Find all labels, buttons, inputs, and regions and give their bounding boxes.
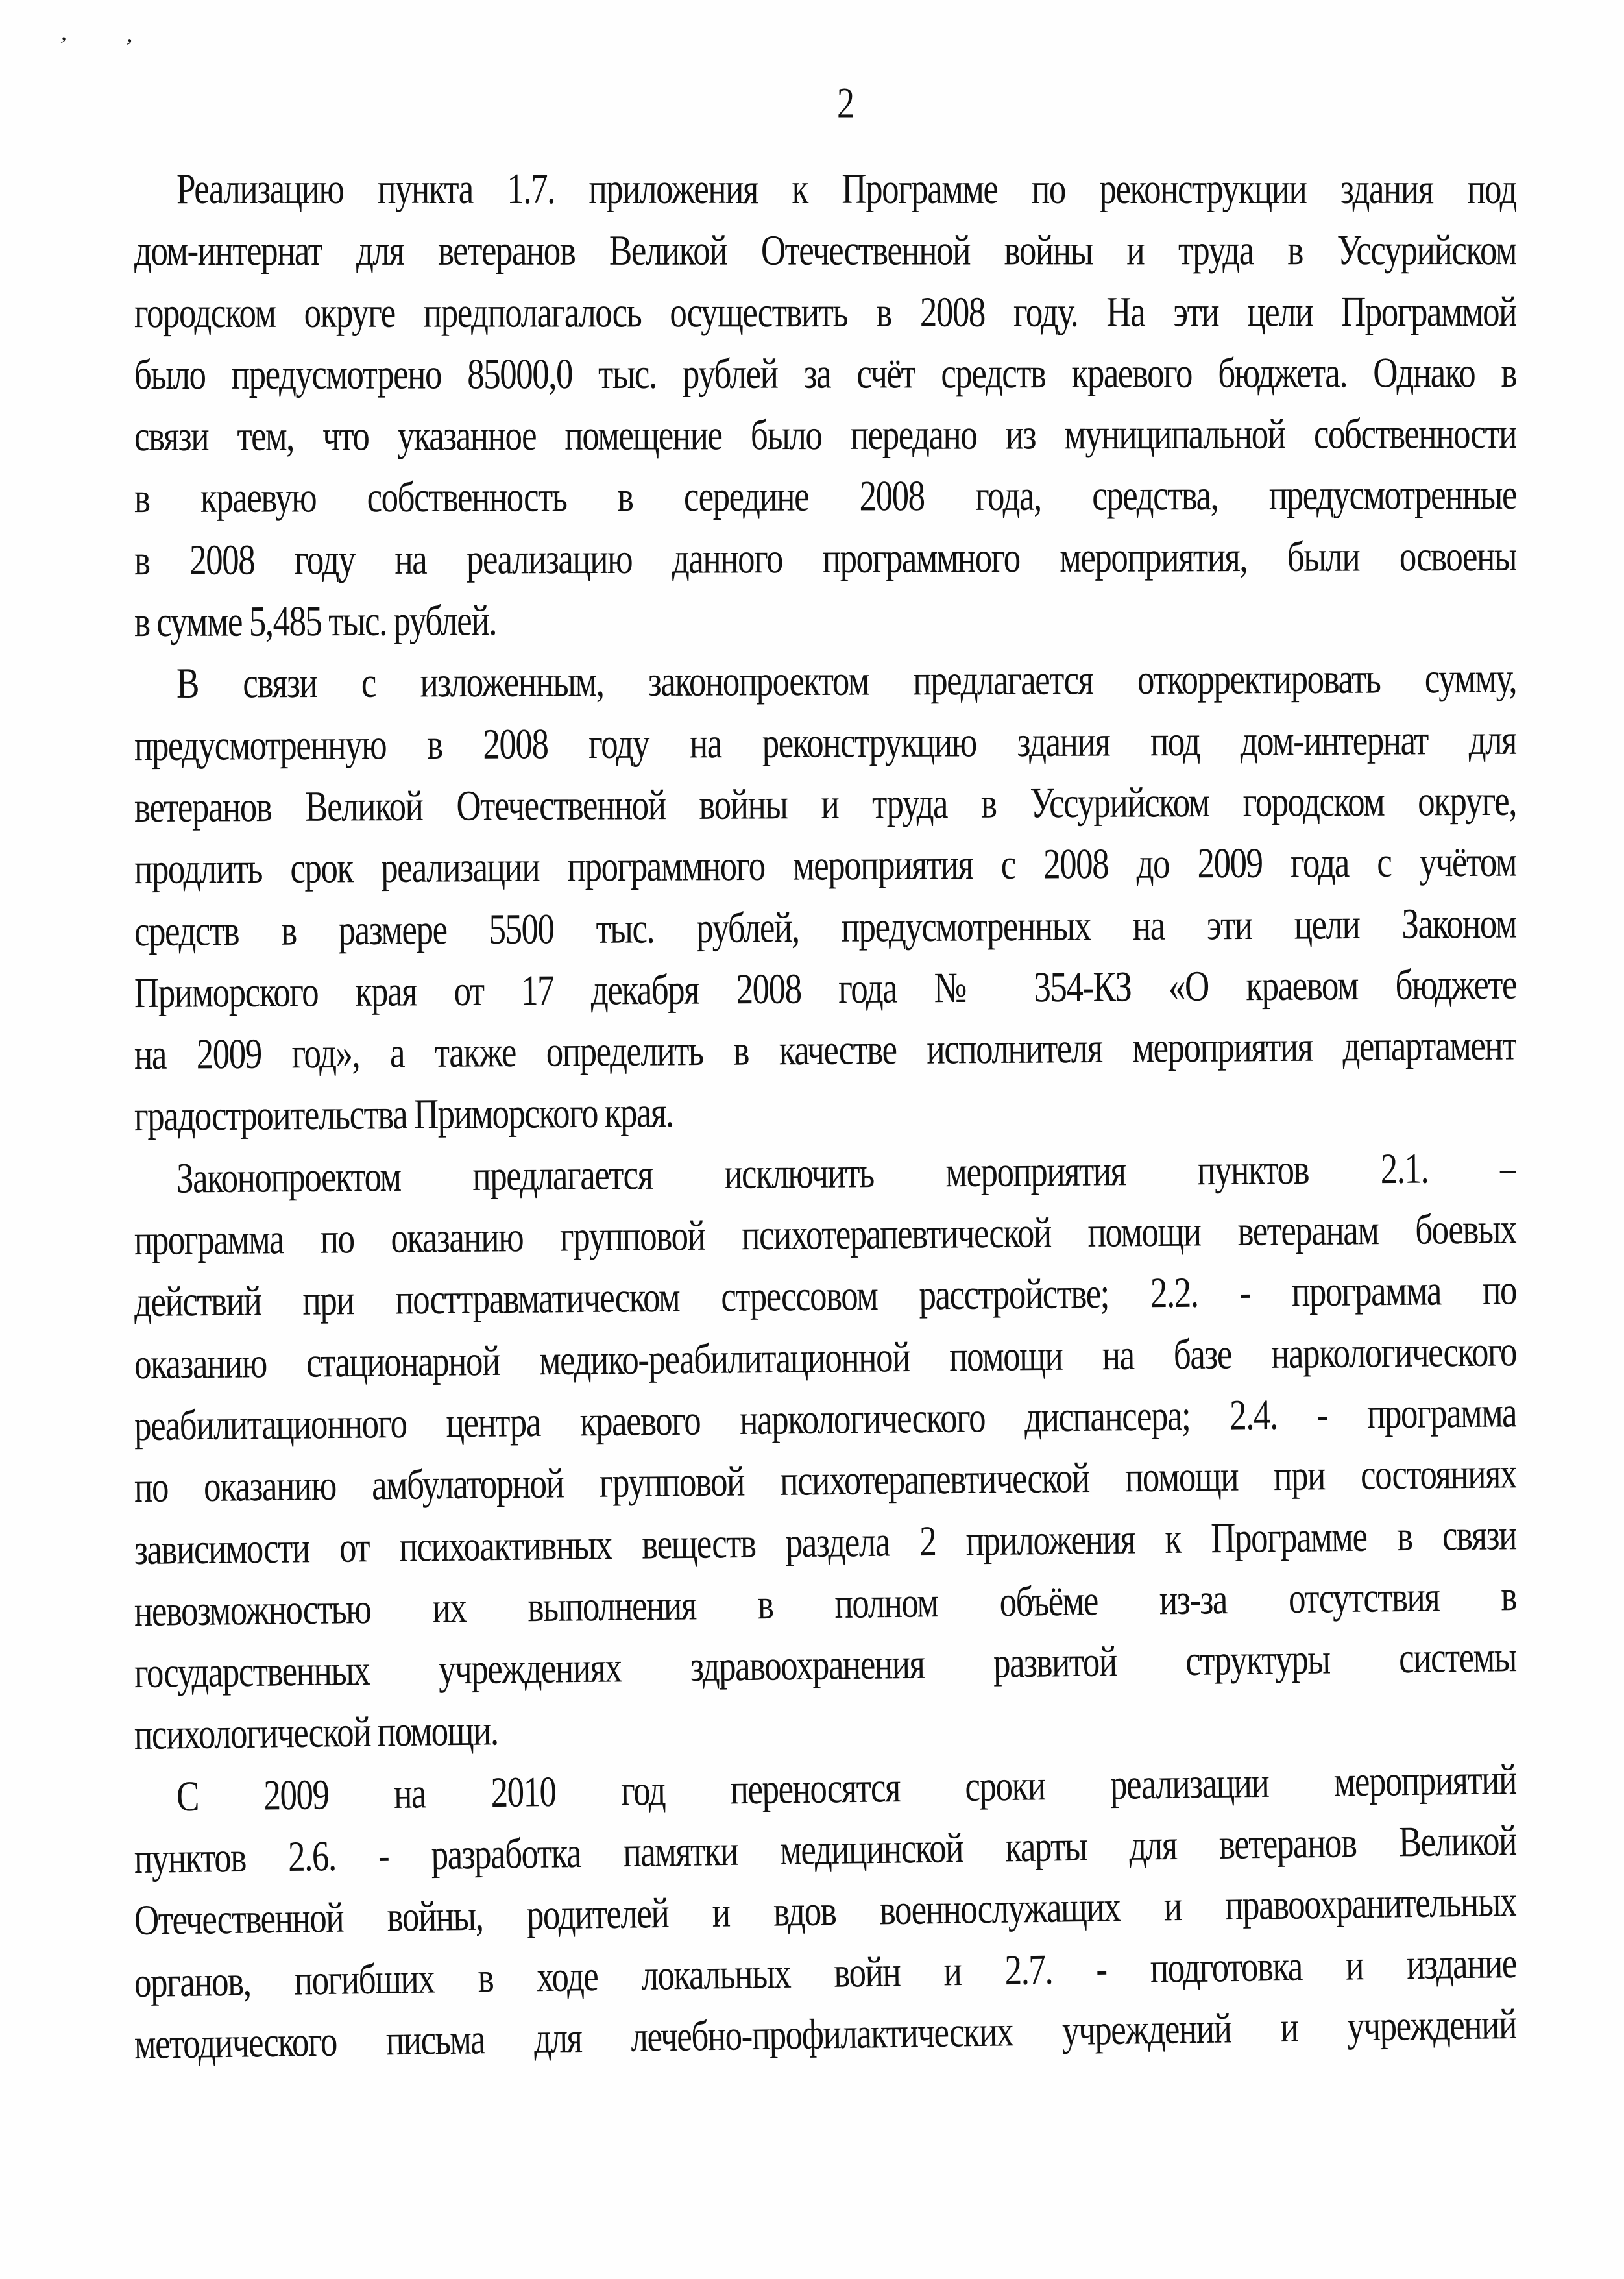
text-line: невозможностью их выполнения в полном объёме из-за отсутствия в [134, 1572, 1517, 1635]
text-line: предусмотренную в 2008 году на реконструкцию здания под дом-интернат для [134, 716, 1517, 770]
text-line: органов, погибших в ходе локальных войн и 2.7. - подготовка и издание [134, 1940, 1517, 2006]
text-line: психологической помощи. [134, 1707, 499, 1759]
text-line: пунктов 2.6. - разработка памятки медицинской карты для ветеранов Великой [134, 1817, 1517, 1883]
text-line: реабилитационного центра краевого наркологического диспансера; 2.4. - программа [134, 1389, 1517, 1450]
text-line: продлить срок реализации программного мероприятия с 2008 до 2009 года с учётом [134, 838, 1517, 894]
text-line: связи тем, что указанное помещение было передано из муниципальной собственности [134, 410, 1517, 461]
text-line: городском округе предполагалось осуществить в 2008 году. На эти цели Программой [134, 288, 1517, 337]
text-line: было предусмотрено 85000,0 тыс. рублей за счёт средств краевого бюджета. Однако в [134, 349, 1517, 398]
text-line: в 2008 году на реализацию данного программного мероприятия, были освоены [134, 533, 1517, 584]
page-number: 2 [837, 79, 854, 128]
text-line: методического письма для лечебно-профилактических учреждений и учреждений [134, 2001, 1517, 2068]
text-line: оказанию стационарной медико-реабилитационной помощи на базе наркологического [134, 1328, 1517, 1388]
text-line: градостроительства Приморского края. [134, 1089, 673, 1141]
text-line: ветеранов Великой Отечественной войны и труда в Уссурийском городском округе, [134, 777, 1517, 832]
text-line: С 2009 на 2010 год переносятся сроки реализации мероприятий [176, 1756, 1517, 1820]
text-line: государственных учреждениях здравоохранения развитой структуры системы [134, 1633, 1517, 1698]
text-line: в краевую собственность в середине 2008 года, средства, предусмотренные [134, 471, 1517, 522]
scan-speck-right: ’ [122, 33, 135, 60]
text-line: Законопроектом предлагается исключить мероприятия пунктов 2.1. – [176, 1144, 1517, 1202]
text-line: программа по оказанию групповой психотерапевтической помощи ветеранам боевых [134, 1205, 1517, 1265]
text-line: зависимости от психоактивных веществ раздела 2 приложения к Программе в связи [134, 1511, 1517, 1574]
text-line: Отечественной войны, родителей и вдов военнослужащих и правоохранительных [134, 1878, 1517, 1945]
text-line: Реализацию пункта 1.7. приложения к Программе по реконструкции здания под [176, 165, 1516, 213]
text-line: Приморского края от 17 декабря 2008 года № 354-КЗ «О краевом бюджете [134, 960, 1517, 1017]
text-line: дом-интернат для ветеранов Великой Отечественной войны и труда в Уссурийском [134, 226, 1517, 275]
text-line: средств в размере 5500 тыс. рублей, предусмотренных на эти цели Законом [134, 899, 1517, 955]
scan-speck-left: ’ [55, 31, 69, 58]
text-line: в сумме 5,485 тыс. рублей. [134, 597, 497, 646]
text-line: на 2009 год», а также определить в качестве исполнителя мероприятия департамент [134, 1022, 1517, 1079]
text-line: действий при посттравматическом стрессовом расстройстве; 2.2. - программа по [134, 1267, 1517, 1326]
text-line: В связи с изложенным, законопроектом предлагается откорректировать сумму, [176, 655, 1517, 708]
document-body [134, 159, 1516, 2076]
text-line: по оказанию амбулаторной групповой психотерапевтической помощи при состояниях [134, 1450, 1517, 1512]
